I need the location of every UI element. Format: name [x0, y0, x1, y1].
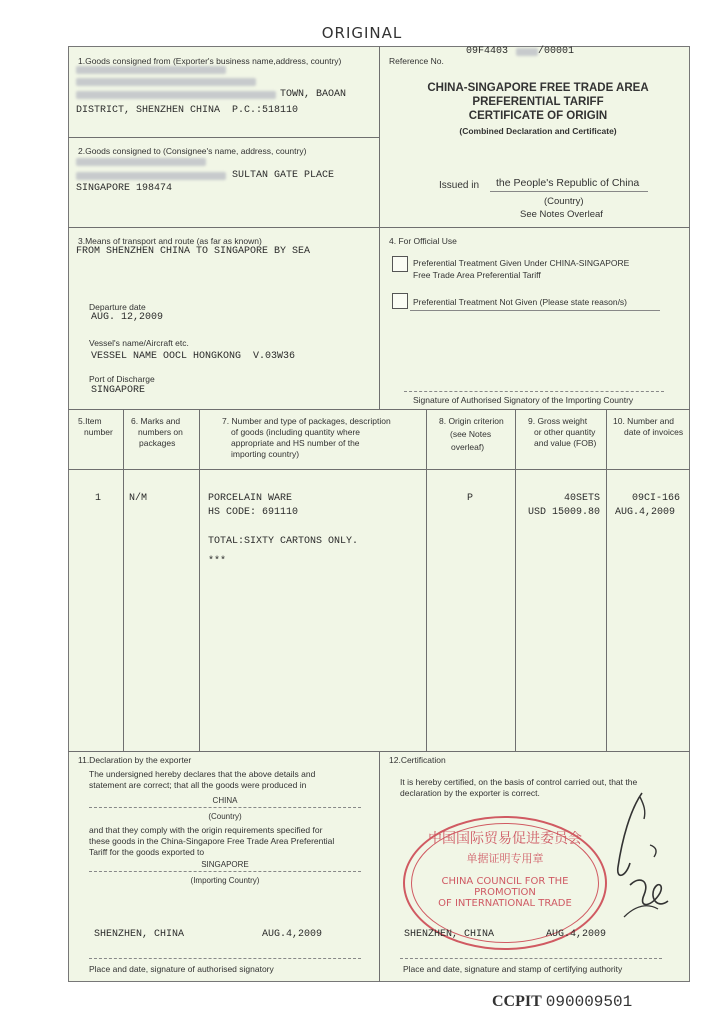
divider: [426, 409, 427, 751]
transport-route: FROM SHENZHEN CHINA TO SINGAPORE BY SEA: [76, 246, 311, 257]
divider: [379, 751, 380, 982]
col-desc-header-2: of goods (including quantity where: [231, 427, 360, 437]
importing-country: SINGAPORE: [201, 860, 249, 869]
col-weight-header-2: or other quantity: [534, 427, 596, 437]
cert-title-line3: CERTIFICATE OF ORIGIN: [468, 110, 608, 122]
cert-title-subtitle: (Combined Declaration and Certificate): [459, 126, 617, 136]
item-number: 1: [95, 493, 102, 504]
divider: [606, 409, 607, 751]
redacted-text: [76, 172, 226, 180]
country-caption: (Country): [208, 812, 242, 821]
col-criterion-header-3: overleaf): [451, 442, 485, 452]
stamp-chinese-line1: 中国国际贸易促进委员会: [428, 831, 582, 847]
reference-label: Reference No.: [389, 56, 444, 66]
divider: [123, 409, 124, 751]
box11-label: 11.Declaration by the exporter: [78, 755, 192, 765]
issued-underline: [490, 191, 648, 192]
redacted-text: [76, 66, 226, 74]
col-invoice-header-1: 10. Number and: [613, 416, 674, 426]
stamp-chinese-line2: 单据证明专用章: [466, 852, 544, 865]
port-label: Port of Discharge: [89, 374, 155, 384]
cert-title-line1: CHINA-SINGAPORE FREE TRADE AREA: [427, 82, 649, 94]
treatment-given-line1: Preferential Treatment Given Under CHINA-SINGAPORE: [413, 258, 630, 268]
vessel-label: Vessel's name/Aircraft etc.: [89, 338, 189, 348]
certification-text-1: It is hereby certified, on the basis of control carried out, that the: [400, 777, 638, 787]
divider: [379, 46, 380, 409]
fob-value: USD 15009.80: [527, 507, 600, 518]
declaration-text-2: statement are correct; that all the goods were produced in: [89, 780, 307, 790]
redacted-text: [516, 48, 538, 56]
importing-country-line: [89, 871, 361, 872]
goods-desc-total: TOTAL:SIXTY CARTONS ONLY.: [208, 536, 359, 547]
departure-label: Departure date: [89, 302, 146, 312]
reference-prefix: 09F4403: [466, 46, 509, 57]
box2-address-line2: SINGAPORE 198474: [76, 183, 173, 194]
col-item-header-2: number: [84, 427, 113, 437]
original-heading: ORIGINAL: [321, 24, 403, 42]
certification-text-2: declaration by the exporter is correct.: [400, 788, 540, 798]
col-invoice-header-2: date of invoices: [624, 427, 684, 437]
exporter-date: AUG.4,2009: [262, 929, 323, 940]
divider: [68, 137, 379, 138]
col-desc-header-4: importing country): [231, 449, 300, 459]
divider: [68, 469, 690, 470]
treatment-not-given-checkbox[interactable]: [392, 293, 408, 309]
col-criterion-header-2: (see Notes: [450, 429, 492, 439]
col-desc-header-1: 7. Number and type of packages, description: [222, 416, 391, 426]
box1-address-line2: DISTRICT, SHENZHEN CHINA P.C.:518110: [76, 105, 299, 116]
goods-desc-stars: ***: [208, 556, 227, 567]
cert-title-line2: PREFERENTIAL TARIFF: [472, 96, 604, 108]
invoice-date: AUG.4,2009: [615, 507, 676, 518]
box3-label: 3.Means of transport and route (as far as known): [78, 236, 262, 246]
col-item-header-1: 5.Item: [78, 416, 102, 426]
treatment-given-line2: Free Trade Area Preferential Tariff: [413, 270, 541, 280]
certifier-signature-caption: Place and date, signature and stamp of certifying authority: [403, 964, 623, 974]
col-marks-header-2: numbers on: [138, 427, 183, 437]
box2-label: 2.Goods consigned to (Consignee's name, address, country): [78, 146, 307, 156]
box1-address-line1: TOWN, BAOAN: [280, 89, 347, 100]
origin-criterion-value: P: [467, 493, 474, 504]
box2-address-line1: SULTAN GATE PLACE: [232, 170, 335, 181]
redacted-text: [76, 91, 276, 99]
marks-value: N/M: [129, 493, 148, 504]
declaration-text-4: these goods in the China-Singapore Free Trade Area Preferential: [89, 836, 335, 846]
port-value: SINGAPORE: [91, 385, 146, 396]
redacted-text: [76, 158, 206, 166]
quantity-value: 40SETS: [563, 493, 600, 504]
notes-overleaf: See Notes Overleaf: [520, 209, 603, 220]
goods-desc-line1: PORCELAIN WARE: [208, 493, 293, 504]
issued-label: Issued in: [439, 180, 480, 191]
stamp-english-line1: CHINA COUNCIL FOR THE PROMOTION: [441, 876, 569, 898]
divider: [68, 409, 690, 410]
treatment-not-given-label: Preferential Treatment Not Given (Please state reason/s): [413, 297, 628, 307]
exporter-signature-caption: Place and date, signature of authorised signatory: [89, 964, 274, 974]
col-marks-header-1: 6. Marks and: [131, 416, 181, 426]
exporter-place: SHENZHEN, CHINA: [94, 929, 185, 940]
signature-line: [404, 391, 664, 392]
declaration-text-3: and that they comply with the origin requirements specified for: [89, 825, 323, 835]
divider: [515, 409, 516, 751]
box4-label: 4. For Official Use: [389, 236, 457, 246]
vessel-value: VESSEL NAME OOCL HONGKONG V.03W36: [91, 351, 296, 362]
ccpit-brand: CCPIT: [492, 993, 542, 1010]
redacted-text: [76, 78, 256, 86]
certifier-place: SHENZHEN, CHINA: [404, 929, 495, 940]
col-marks-header-3: packages: [139, 438, 176, 448]
country-line: [89, 807, 361, 808]
col-criterion-header-1: 8. Origin criterion: [439, 416, 504, 426]
issued-country-label: (Country): [544, 196, 584, 207]
col-weight-header-3: and value (FOB): [534, 438, 597, 448]
declaration-text-5: Tariff for the goods exported to: [89, 847, 205, 857]
certifier-signature-line: [400, 958, 662, 959]
handwritten-signature: [600, 785, 680, 925]
stamp-english-line2: OF INTERNATIONAL TRADE: [438, 898, 572, 909]
col-weight-header-1: 9. Gross weight: [528, 416, 588, 426]
reason-line: [410, 310, 660, 311]
divider: [199, 409, 200, 751]
declaration-text-1: The undersigned hereby declares that the above details and: [89, 769, 316, 779]
issued-value: the People's Republic of China: [496, 177, 640, 189]
certifier-date: AUG.4,2009: [546, 929, 607, 940]
box12-label: 12.Certification: [389, 755, 446, 765]
reference-suffix: /00001: [538, 46, 575, 57]
exporter-signature-line: [89, 958, 361, 959]
col-desc-header-3: appropriate and HS number of the: [231, 438, 360, 448]
serial-number: 090009501: [545, 993, 633, 1011]
ccpit-serial: [492, 993, 632, 1011]
goods-desc-line2: HS CODE: 691110: [208, 507, 299, 518]
produced-country: CHINA: [212, 796, 238, 805]
departure-value: AUG. 12,2009: [91, 312, 164, 323]
importing-country-caption: (Importing Country): [190, 876, 260, 885]
invoice-number: 09CI-166: [632, 493, 681, 504]
treatment-given-checkbox[interactable]: [392, 256, 408, 272]
box1-label: 1.Goods consigned from (Exporter's business name,address, country): [78, 56, 342, 66]
importing-signature-label: Signature of Authorised Signatory of the Importing Country: [413, 395, 634, 405]
